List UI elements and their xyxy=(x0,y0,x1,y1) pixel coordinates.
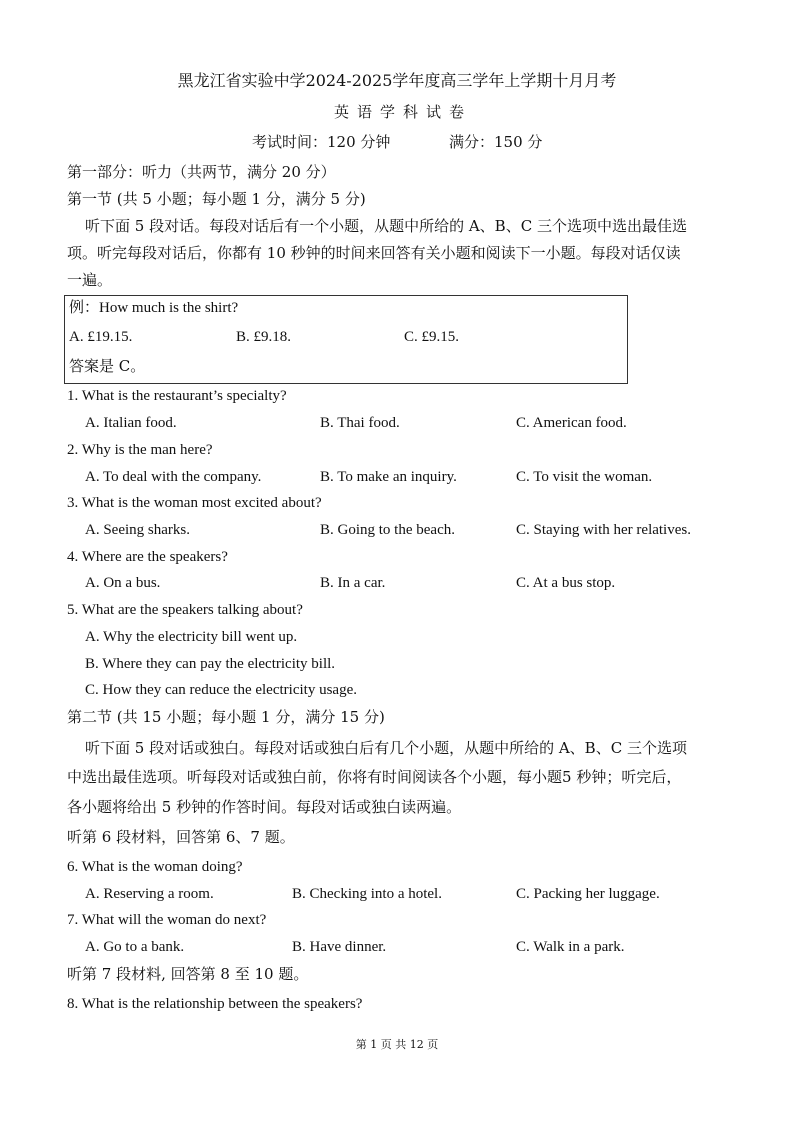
option-b: B. Thai food. xyxy=(320,415,400,431)
example-answer: 答案是 C。 xyxy=(69,357,146,375)
question-stem: 1. What is the restaurant’s specialty? xyxy=(67,388,287,404)
option-c: C. Packing her luggage. xyxy=(516,886,660,902)
question-stem: 3. What is the woman most excited about? xyxy=(67,495,322,511)
section2-instruction-line: 各小题将给出 5 秒钟的作答时间。每段对话或独白读两遍。 xyxy=(67,798,462,816)
option-a: A. Seeing sharks. xyxy=(85,522,190,538)
example-option-c: C. £9.15. xyxy=(404,329,460,345)
subject-title: 英语学科试卷 xyxy=(333,103,472,121)
section2-instruction-line: 中选出最佳选项。听每段对话或独白前，你将有时间阅读各个小题，每小题5 秒钟；听完后， xyxy=(67,768,682,786)
option-c: C. To visit the woman. xyxy=(516,469,653,485)
option-b: B. Where they can pay the electricity bill. xyxy=(85,656,336,672)
option-a: A. Why the electricity bill went up. xyxy=(85,629,298,645)
option-b: B. Going to the beach. xyxy=(320,522,455,538)
material-6-label: 听第 6 段材料，回答第 6、7 题。 xyxy=(67,828,295,846)
option-c: C. At a bus stop. xyxy=(516,575,616,591)
full-score: 满分：150 分 xyxy=(449,133,543,151)
section2-instruction-line: 听下面 5 段对话或独白。每段对话或独白后有几个小题，从题中所给的 A、B、C 三个选项 xyxy=(85,739,687,757)
example-option-b: B. £9.18. xyxy=(236,329,292,345)
page-footer: 第 1 页 共 12 页 xyxy=(355,1038,439,1051)
example-question: 例：How much is the shirt? xyxy=(69,300,239,316)
question-stem: 5. What are the speakers talking about? xyxy=(67,602,303,618)
option-b: B. In a car. xyxy=(320,575,386,591)
option-c: C. American food. xyxy=(516,415,627,431)
section1-instruction-line: 听下面 5 段对话。每段对话后有一个小题，从题中所给的 A、B、C 三个选项中选出最佳选 xyxy=(85,217,687,235)
option-a: A. To deal with the company. xyxy=(85,469,262,485)
section1-instruction-line: 项。听完每段对话后，你都有 10 秒钟的时间来回答有关小题和阅读下一小题。每段对话仅读 xyxy=(67,244,681,262)
question-stem: 7. What will the woman do next? xyxy=(67,912,267,928)
exam-time: 考试时间：120 分钟 xyxy=(252,133,391,151)
option-a: A. On a bus. xyxy=(85,575,161,591)
part1-heading: 第一部分：听力（共两节，满分 20 分） xyxy=(67,163,336,181)
option-b: B. To make an inquiry. xyxy=(320,469,457,485)
option-c: C. How they can reduce the electricity usage. xyxy=(85,682,357,698)
section1-instruction-line: 一遍。 xyxy=(67,271,113,289)
material-7-label: 听第 7 段材料, 回答第 8 至 10 题。 xyxy=(67,965,309,983)
option-c: C. Staying with her relatives. xyxy=(516,522,691,538)
question-stem: 8. What is the relationship between the speakers? xyxy=(67,996,363,1012)
option-a: A. Go to a bank. xyxy=(85,939,185,955)
school-title: 黑龙江省实验中学2024-2025学年度高三学年上学期十月月考 xyxy=(177,71,617,90)
section1-heading: 第一节 (共 5 小题；每小题 1 分，满分 5 分) xyxy=(67,190,366,208)
question-stem: 4. Where are the speakers? xyxy=(67,549,228,565)
question-stem: 2. Why is the man here? xyxy=(67,442,213,458)
question-stem: 6. What is the woman doing? xyxy=(67,859,243,875)
option-b: B. Have dinner. xyxy=(292,939,387,955)
section2-heading: 第二节 (共 15 小题；每小题 1 分，满分 15 分) xyxy=(67,708,385,726)
example-option-a: A. £19.15. xyxy=(69,329,133,345)
option-a: A. Reserving a room. xyxy=(85,886,214,902)
option-c: C. Walk in a park. xyxy=(516,939,625,955)
option-b: B. Checking into a hotel. xyxy=(292,886,442,902)
option-a: A. Italian food. xyxy=(85,415,177,431)
